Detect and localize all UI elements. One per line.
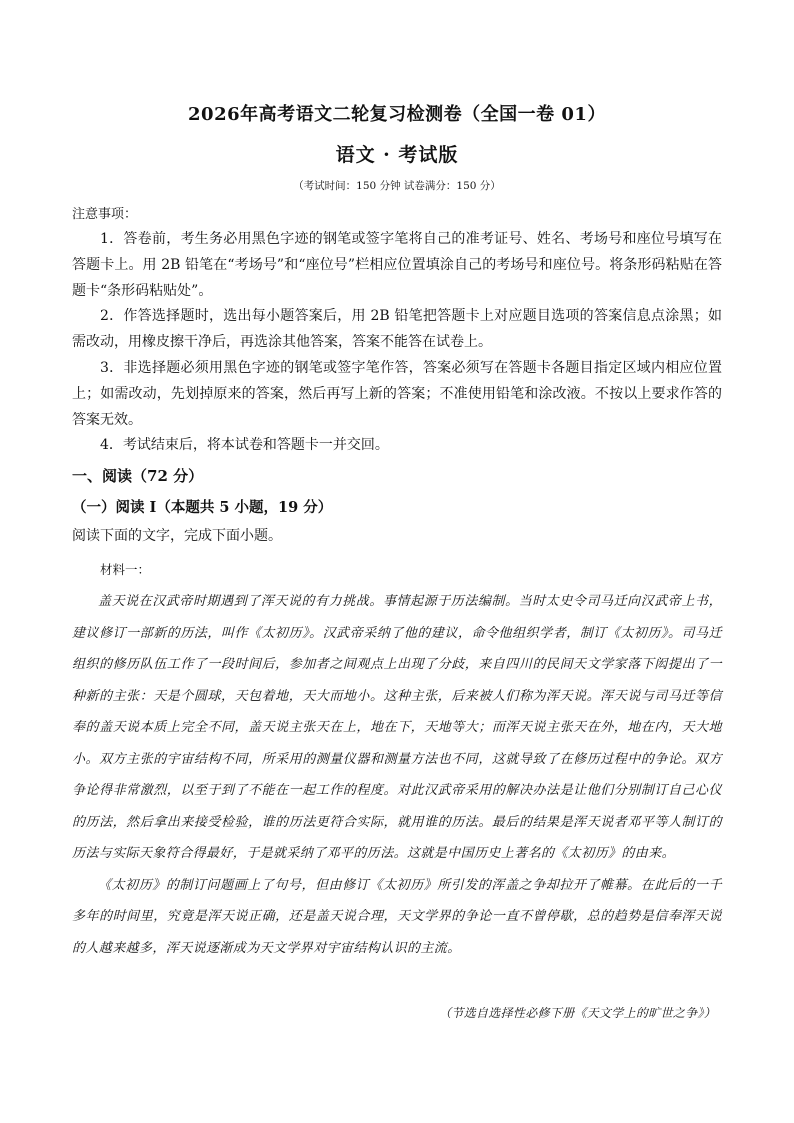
passage-paragraph: 盖天说在汉武帝时期遇到了浑天说的有力挑战。事情起源于历法编制。当时太史令司马迁向汉武帝上书，建议修订一部新的历法，叫作《太初历》。汉武帝采纳了他的建议，命令他组织学者，制订《太初历》。司马迁组织的修历队伍工作了一段时间后，参加者之间观点上出现了分歧，来自四川的民间天文学家落下闳提出了一种新的主张：天是个圆球，天包着地，天大而地小。这种主张，后来被人们称为浑天说。浑天说与司马迁等信奉的盖天说本质上完全不同，盖天说主张天在上，地在下，天地等大；而浑天说主张天在外，地在内，天大地小。双方主张的宇宙结构不同，所采用的测量仪器和测量方法也不同，这就导致了在修历过程中的争论。双方争论得非常激烈，以至于到了不能在一起工作的程度。对此汉武帝采用的解决办法是让他们分别制订自己心仪的历法，然后拿出来接受检验，谁的历法更符合实际，就用谁的历法。最后的结果是浑天说者邓平等人制订的历法与实际天象符合得最好，于是就采纳了邓平的历法。这就是中国历史上著名的《太初历》的由来。 [72,594,722,861]
notes-heading: 注意事项： [72,207,138,222]
reading-passage [72,586,722,964]
notes-item: 4．考试结束后，将本试卷和答题卡一并交回。 [100,437,389,454]
exam-subtitle: 语文 · 考试版 [335,144,459,166]
notes-list [72,227,722,459]
passage-source: （节选自选择性必修下册《天文学上的旷世之争》） [439,1006,716,1020]
notes-item: 2．作答选择题时，选出每小题答案后，用 2B 铅笔把答题卡上对应题目选项的答案信息点涂黑；如需改动，用橡皮擦干净后，再选涂其他答案，答案不能答在试卷上。 [72,308,722,351]
subsection-heading: （一）阅读 I（本题共 5 小题，19 分） [72,499,333,516]
material-label: 材料一： [100,562,151,577]
notes-item: 1．答卷前，考生务必用黑色字迹的钢笔或签字笔将自己的准考证号、姓名、考场号和座位号填写在答题卡上。用 2B 铅笔在“考场号”和“座位号”栏相应位置填涂自己的考场号和座位号。将条形码粘贴在答题卡“条形码粘贴处”。 [72,231,722,299]
section-intro: 阅读下面的文字，完成下面小题。 [72,528,282,544]
section-heading: 一、阅读（72 分） [72,467,204,485]
exam-title: 2026年高考语文二轮复习检测卷（全国一卷 01） [188,104,606,125]
notes-item: 3．非选择题必须用黑色字迹的钢笔或签字笔作答，答案必须写在答题卡各题目指定区域内相应位置上；如需改动，先划掉原来的答案，然后再写上新的答案；不准使用铅笔和涂改液。不按以上要求作答的答案无效。 [72,359,722,428]
exam-meta: （考试时间：150 分钟 试卷满分：150 分） [293,180,501,192]
passage-paragraph: 《太初历》的制订问题画上了句号，但由修订《太初历》所引发的浑盖之争却拉开了帷幕。在此后的一千多年的时间里，究竟是浑天说正确，还是盖天说合理，天文学界的争论一直不曾停歇，总的趋势是信奉浑天说的人越来越多，浑天说逐渐成为天文学界对宇宙结构认识的主流。 [72,877,722,956]
